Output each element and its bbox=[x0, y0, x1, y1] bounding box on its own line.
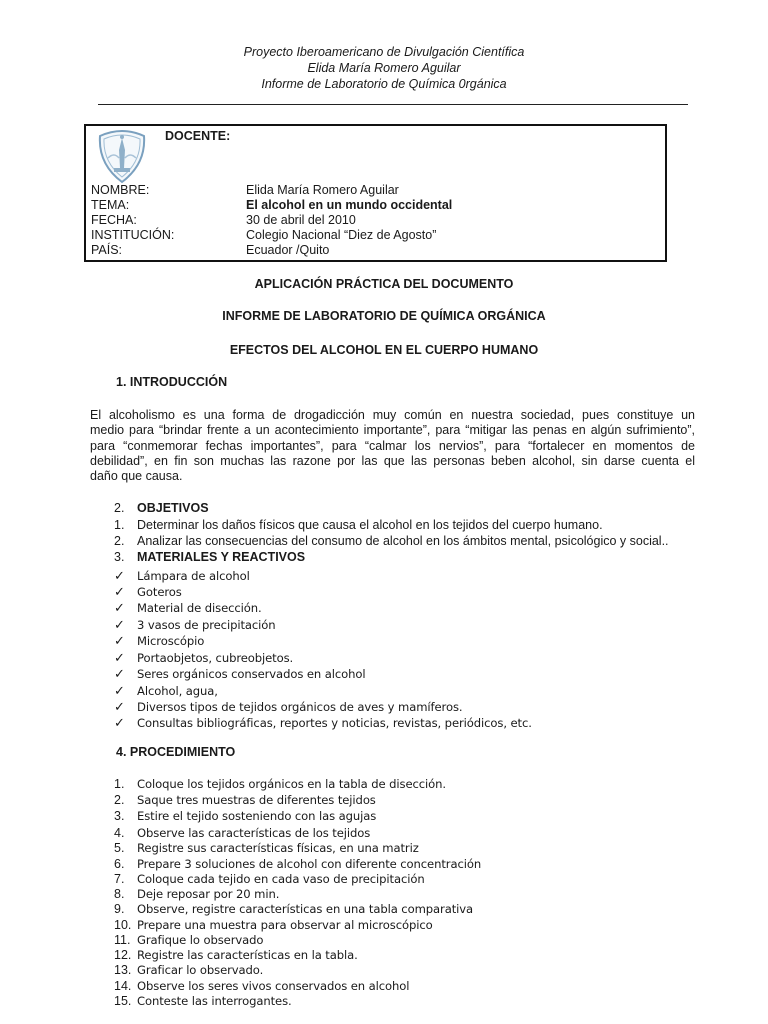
item-text: Determinar los daños físicos que causa el alcohol en los tejidos del cuerpo humano. bbox=[137, 518, 603, 532]
item-text: Deje reposar por 20 min. bbox=[137, 887, 280, 901]
item-text: Conteste las interrogantes. bbox=[137, 994, 292, 1008]
checkmark-icon: ✓ bbox=[114, 633, 125, 648]
list-item bbox=[114, 808, 376, 824]
intro-paragraph bbox=[90, 408, 695, 484]
title-application: APLICACIÓN PRÁCTICA DEL DOCUMENTO bbox=[254, 277, 514, 291]
info-label: FECHA: bbox=[91, 213, 137, 227]
item-number: 11. bbox=[114, 933, 131, 947]
list-item bbox=[114, 568, 250, 584]
item-text: Material de disección. bbox=[137, 601, 262, 615]
header-project: Proyecto Iberoamericano de Divulgación Científica bbox=[243, 45, 525, 59]
item-number: 5. bbox=[114, 841, 125, 855]
heading-introduction: 1. INTRODUCCIÓN bbox=[116, 375, 228, 389]
list-item bbox=[114, 584, 182, 600]
item-text: Graficar lo observado. bbox=[137, 963, 264, 977]
item-text: Grafique lo observado bbox=[137, 933, 264, 947]
item-text: Alcohol, agua, bbox=[137, 684, 218, 698]
item-number: 10. bbox=[114, 918, 132, 932]
info-label: TEMA: bbox=[91, 198, 130, 212]
item-number: 15. bbox=[114, 994, 132, 1008]
item-number: 3. bbox=[114, 809, 125, 823]
item-text: Observe las características de los tejidos bbox=[137, 826, 371, 840]
list-item bbox=[114, 856, 481, 872]
info-value: 30 de abril del 2010 bbox=[246, 213, 356, 227]
section-number: 3. bbox=[114, 550, 125, 564]
item-text: Goteros bbox=[137, 585, 182, 599]
list-item bbox=[114, 840, 419, 856]
list-item bbox=[114, 962, 263, 978]
item-number: 13. bbox=[114, 963, 132, 977]
item-text: Prepare 3 soluciones de alcohol con diferente concentración bbox=[137, 857, 482, 871]
item-number: 8. bbox=[114, 887, 125, 901]
info-value: Elida María Romero Aguilar bbox=[246, 183, 399, 197]
intro-line: daño que causa. bbox=[90, 469, 183, 484]
list-item bbox=[114, 947, 358, 963]
info-value: Ecuador /Quito bbox=[246, 243, 330, 257]
intro-line: debilidad”, en fin son muchas las razone por las que las personas beben alcohol, sin darse cuenta el bbox=[90, 453, 695, 468]
info-label: INSTITUCIÓN: bbox=[91, 228, 175, 242]
item-number: 1. bbox=[114, 518, 125, 532]
header-report: Informe de Laboratorio de Química 0rgánica bbox=[261, 77, 507, 91]
checkmark-icon: ✓ bbox=[114, 683, 125, 698]
checkmark-icon: ✓ bbox=[114, 568, 125, 583]
checkmark-icon: ✓ bbox=[114, 715, 125, 730]
item-text: Analizar las consecuencias del consumo de alcohol en los ámbitos mental, psicológico y social.. bbox=[137, 534, 669, 548]
list-item bbox=[114, 650, 293, 666]
list-item bbox=[114, 715, 532, 731]
item-text: Saque tres muestras de diferentes tejidos bbox=[137, 793, 376, 807]
info-value: Colegio Nacional “Diez de Agosto” bbox=[246, 228, 437, 242]
item-number: 6. bbox=[114, 857, 125, 871]
checkmark-icon: ✓ bbox=[114, 666, 125, 681]
item-number: 7. bbox=[114, 872, 125, 886]
header-divider bbox=[98, 104, 688, 105]
info-label: NOMBRE: bbox=[91, 183, 150, 197]
item-text: Observe los seres vivos conservados en alcohol bbox=[137, 979, 410, 993]
intro-line: medio para “brindar frente a un acontecimiento importante”, para “mitigar las penas en algún sufrimiento”, bbox=[90, 423, 695, 438]
list-item bbox=[114, 978, 409, 994]
item-text: Portaobjetos, cubreobjetos. bbox=[137, 651, 294, 665]
section-title: OBJETIVOS bbox=[137, 501, 209, 515]
school-crest-icon bbox=[94, 128, 150, 184]
item-text: Registre sus características físicas, en una matriz bbox=[137, 841, 419, 855]
item-text: 3 vasos de precipitación bbox=[137, 618, 276, 632]
list-item bbox=[114, 683, 218, 699]
list-item bbox=[114, 871, 425, 887]
item-number: 2. bbox=[114, 534, 125, 548]
list-item bbox=[114, 901, 473, 917]
item-number: 2. bbox=[114, 793, 125, 807]
list-item bbox=[114, 666, 365, 682]
item-text: Estire el tejido sosteniendo con las agujas bbox=[137, 809, 377, 823]
item-number: 4. bbox=[114, 826, 125, 840]
info-label: PAÍS: bbox=[91, 243, 123, 257]
heading-materiales bbox=[114, 549, 305, 565]
list-item bbox=[114, 932, 263, 948]
item-number: 12. bbox=[114, 948, 132, 962]
document-header bbox=[0, 44, 768, 92]
item-text: Consultas bibliográficas, reportes y noticias, revistas, periódicos, etc. bbox=[137, 716, 532, 730]
section-number: 2. bbox=[114, 501, 125, 515]
list-item bbox=[114, 886, 279, 902]
list-item bbox=[114, 533, 669, 549]
list-item bbox=[114, 617, 276, 633]
list-item bbox=[114, 776, 446, 792]
heading-procedimiento: 4. PROCEDIMIENTO bbox=[116, 745, 236, 759]
intro-line: El alcoholismo es una forma de drogadicción muy común en nuestra sociedad, pues constituye un bbox=[90, 408, 695, 422]
item-text: Registre las características en la tabla. bbox=[137, 948, 358, 962]
item-text: Microscópio bbox=[137, 634, 205, 648]
checkmark-icon: ✓ bbox=[114, 699, 125, 714]
item-text: Observe, registre características en una tabla comparativa bbox=[137, 902, 474, 916]
list-item bbox=[114, 993, 292, 1009]
item-text: Lámpara de alcohol bbox=[137, 569, 250, 583]
checkmark-icon: ✓ bbox=[114, 650, 125, 665]
intro-line: para “conmemorar fechas importantes”, para “calmar los nervios”, para “fortalecer en momentos de bbox=[90, 438, 695, 453]
list-item bbox=[114, 792, 376, 808]
info-box bbox=[84, 124, 667, 262]
item-text: Coloque los tejidos orgánicos en la tabla de disección. bbox=[137, 777, 446, 791]
section-title: MATERIALES Y REACTIVOS bbox=[137, 550, 306, 564]
heading-objetivos bbox=[114, 500, 209, 516]
list-item bbox=[114, 517, 603, 533]
item-text: Prepare una muestra para observar al microscópico bbox=[137, 918, 433, 932]
header-author: Elida María Romero Aguilar bbox=[307, 61, 461, 75]
list-item bbox=[114, 699, 462, 715]
item-number: 9. bbox=[114, 902, 125, 916]
title-effects: EFECTOS DEL ALCOHOL EN EL CUERPO HUMANO bbox=[229, 343, 539, 357]
checkmark-icon: ✓ bbox=[114, 584, 125, 599]
item-number: 14. bbox=[114, 979, 132, 993]
list-item bbox=[114, 600, 262, 616]
docente-label: DOCENTE: bbox=[165, 129, 231, 143]
item-text: Coloque cada tejido en cada vaso de precipitación bbox=[137, 872, 425, 886]
checkmark-icon: ✓ bbox=[114, 600, 125, 615]
info-value: El alcohol en un mundo occidental bbox=[246, 198, 453, 212]
list-item bbox=[114, 633, 204, 649]
item-number: 1. bbox=[114, 777, 125, 791]
title-report: INFORME DE LABORATORIO DE QUÍMICA ORGÁNICA bbox=[222, 309, 546, 323]
list-item bbox=[114, 917, 433, 933]
list-item bbox=[114, 825, 370, 841]
item-text: Diversos tipos de tejidos orgánicos de aves y mamíferos. bbox=[137, 700, 463, 714]
checkmark-icon: ✓ bbox=[114, 617, 125, 632]
item-text: Seres orgánicos conservados en alcohol bbox=[137, 667, 366, 681]
